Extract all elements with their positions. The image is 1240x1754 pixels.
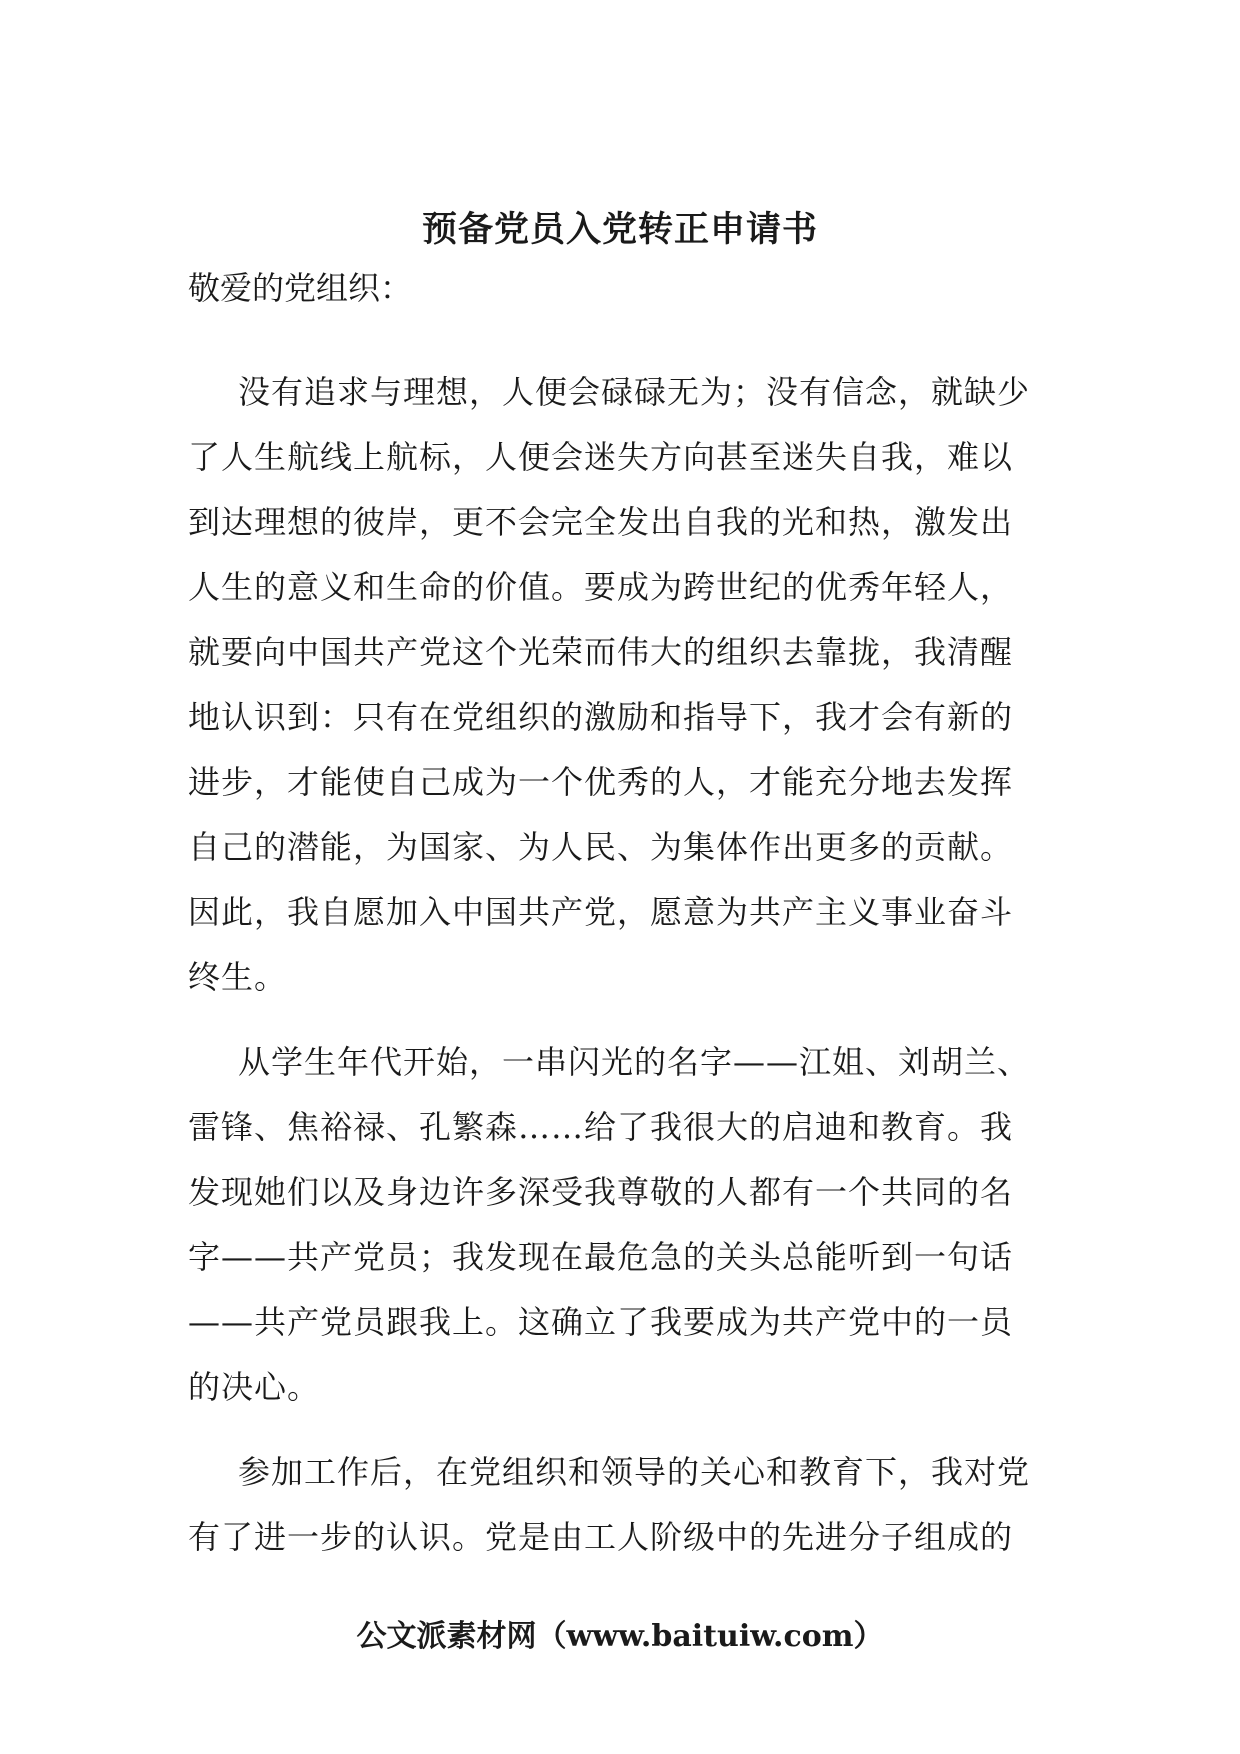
paragraph-line: 就要向中国共产党这个光荣而伟大的组织去靠拢，我清醒 [188,633,1014,671]
paragraph-line: 自己的潜能，为国家、为人民、为集体作出更多的贡献。 [188,828,1014,866]
paragraph-line: 发现她们以及身边许多深受我尊敬的人都有一个共同的名 [188,1173,1014,1211]
paragraph-line: 参加工作后，在党组织和领导的关心和教育下，我对党 [238,1453,1031,1491]
paragraph-line: 终生。 [188,958,288,996]
paragraph-1 [188,360,1054,1010]
paragraph-line: 了人生航线上航标，人便会迷失方向甚至迷失自我，难以 [188,438,1014,476]
paragraph-line: 从学生年代开始，一串闪光的名字——江姐、刘胡兰、 [238,1043,1031,1081]
paragraph-line: 有了进一步的认识。党是由工人阶级中的先进分子组成的 [188,1518,1014,1556]
paragraph-2 [188,1030,1054,1420]
paragraph-line: 的决心。 [188,1368,321,1406]
salutation: 敬爱的党组织： [188,269,413,307]
footer-source: 公文派素材网（www.baituiw.com） [356,1619,884,1654]
paragraph-3 [188,1440,1054,1570]
paragraph-line: 雷锋、焦裕禄、孔繁森……给了我很大的启迪和教育。我 [188,1108,1014,1146]
paragraph-line: 字——共产党员；我发现在最危急的关头总能听到一句话 [188,1238,1014,1276]
document-title: 预备党员入党转正申请书 [421,209,818,250]
paragraph-line: 地认识到：只有在党组织的激励和指导下，我才会有新的 [188,698,1014,736]
paragraph-line: 进步，才能使自己成为一个优秀的人，才能充分地去发挥 [188,763,1014,801]
paragraph-line: 到达理想的彼岸，更不会完全发出自我的光和热，激发出 [188,503,1014,541]
paragraph-line: 因此，我自愿加入中国共产党，愿意为共产主义事业奋斗 [188,893,1014,931]
paragraph-line: ——共产党员跟我上。这确立了我要成为共产党中的一员 [188,1303,1014,1341]
paragraph-line: 没有追求与理想，人便会碌碌无为；没有信念，就缺少 [238,373,1031,411]
paragraph-line: 人生的意义和生命的价值。要成为跨世纪的优秀年轻人， [188,568,1014,606]
